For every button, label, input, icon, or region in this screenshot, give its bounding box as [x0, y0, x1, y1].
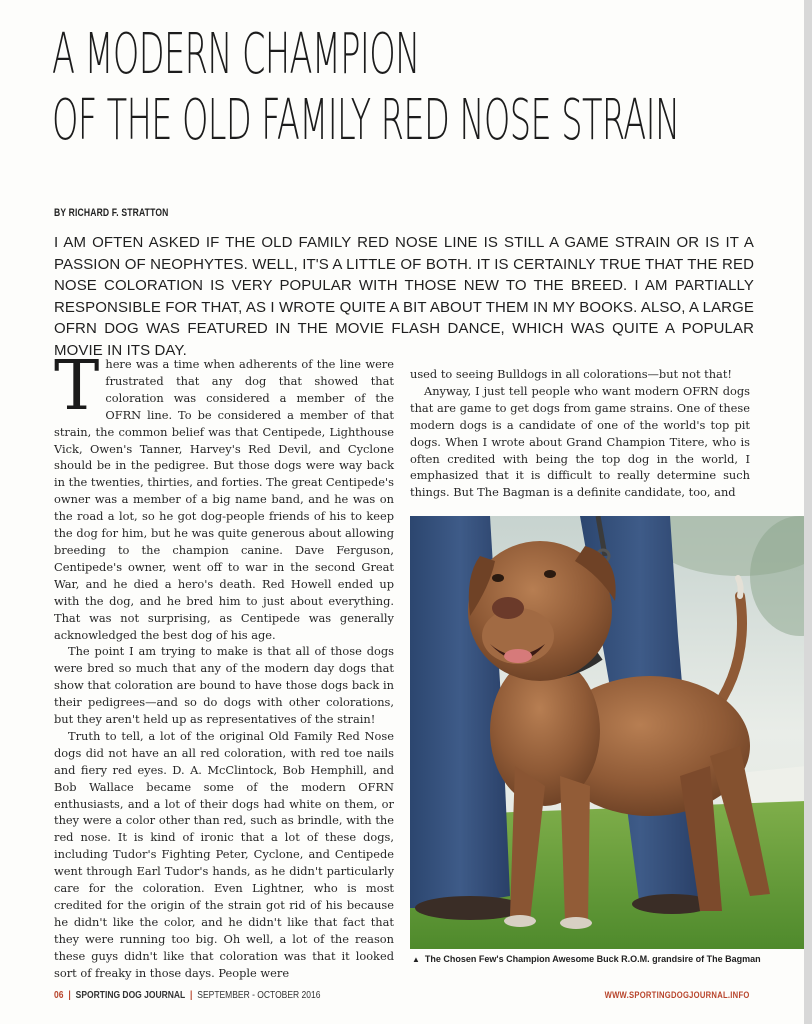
- page-edge: [804, 0, 812, 1024]
- page-number: 06: [54, 990, 64, 1001]
- paragraph-1-text: here was a time when adherents of the line were frustrated that any dog that showed that coloration was considered a member of the OFRN line. To be considered a member of that strain, the common belief was that Centipede, Lighthouse Vick, Owen's Tanner, Harvey's Red Devil, and Cyclone should be in the pedigree. But those dogs were way back in the twenties, thirties, and forties. The great Centipede's owner was a member of a big name band, and he was on the road a lot, so he got dog-people friends of his to keep the dog for him, but he was quite generous about allowing breeding to the champion canine. Dave Ferguson, Centipede's owner, went off to war in the second Great War, and he died a hero's death. Red Howell ended up with the dog, and he bred him to just about everything. That was not surprising, as Centipede was generally acknowledged the best dog of his age.: [54, 357, 394, 642]
- column-right: [410, 366, 750, 501]
- paragraph-5: Anyway, I just tell people who want modern OFRN dogs that are game to get dogs from game strains. One of these modern dogs is a candidate of one of the world's top pit dogs. When I wrote about Grand Champion Titere, who is often credited with being the top dog in the world, I emphasized that it is difficult to really determine such things. But The Bagman is a definite candidate, too, and: [410, 383, 750, 500]
- paragraph-2: The point I am trying to make is that all of those dogs were bred so much that any of the modern day dogs that show that coloration are bound to have those dogs back in their pedigrees—and so do dogs with other colorations, but they aren't held up as representatives of the strain!: [54, 644, 394, 727]
- title-line-1: A MODERN CHAMPION: [52, 22, 420, 87]
- paragraph-4: used to seeing Bulldogs in all colorations—but not that!: [410, 367, 733, 381]
- paragraph-3: Truth to tell, a lot of the original Old Family Red Nose dogs did not have an all red coloration, with red toe nails and fiery red eyes. D. A. McClintock, Bob Hemphill, and Bob Wallace became some of the modern OFRN enthusiasts, and a lot of their dogs had white on them, or they were a color other than red, such as brindle, with the red nose. It is kind of ironic that a lot of these dogs, including Tudor's Fighting Peter, Cyclone, and Centipede went through Earl Tudor's hands, as he didn't particularly care for the coloration. Even Lightner, who is most credited for the origin of the strain got rid of his because he didn't like the color, and he didn't like that fact that they were running too big. Oh well, a lot of the reason these guys didn't like that coloration was that it looked sort of freaky in those days. People were: [54, 728, 394, 980]
- issue-date: SEPTEMBER - OCTOBER 2016: [197, 990, 321, 1001]
- footer-left: [54, 990, 320, 1001]
- drop-cap: T: [54, 347, 100, 426]
- photo-caption: [412, 954, 761, 964]
- dog-photo-illustration: [410, 516, 806, 949]
- paragraph-1: [54, 347, 394, 643]
- article-title: [52, 22, 680, 154]
- magazine-name: SPORTING DOG JOURNAL: [75, 990, 186, 1001]
- dog-photo: [410, 516, 806, 949]
- caption-text: The Chosen Few's Champion Awesome Buck R.O.M. grandsire of The Bagman: [424, 954, 761, 964]
- footer-separator: |: [190, 990, 193, 1001]
- byline: BY RICHARD F. STRATTON: [54, 207, 169, 219]
- column-left: [54, 347, 394, 982]
- article-deck: I AM OFTEN ASKED IF THE OLD FAMILY RED NOSE LINE IS STILL A GAME STRAIN OR IS IT A PASSION OF NEOPHYTES. WELL, IT'S A LITTLE OF BOTH. IT IS CERTAINLY TRUE THAT THE RED NOSE COLORATION IS VERY POPULAR WITH THOSE NEW TO THE BREED. I AM PARTIALLY RESPONSIBLE FOR THAT, AS I WROTE QUITE A BIT ABOUT THEM IN MY BOOKS. ALSO, A LARGE OFRN DOG WAS FEATURED IN THE MOVIE FLASH DANCE, WHICH WAS QUITE A POPULAR MOVIE IN ITS DAY.: [54, 234, 754, 359]
- footer-separator: |: [68, 990, 71, 1001]
- caption-triangle-icon: ▲: [412, 955, 420, 964]
- website-link[interactable]: WWW.SPORTINGDOGJOURNAL.INFO: [604, 990, 750, 1000]
- title-line-2: OF THE OLD FAMILY RED NOSE STRAIN: [52, 88, 680, 153]
